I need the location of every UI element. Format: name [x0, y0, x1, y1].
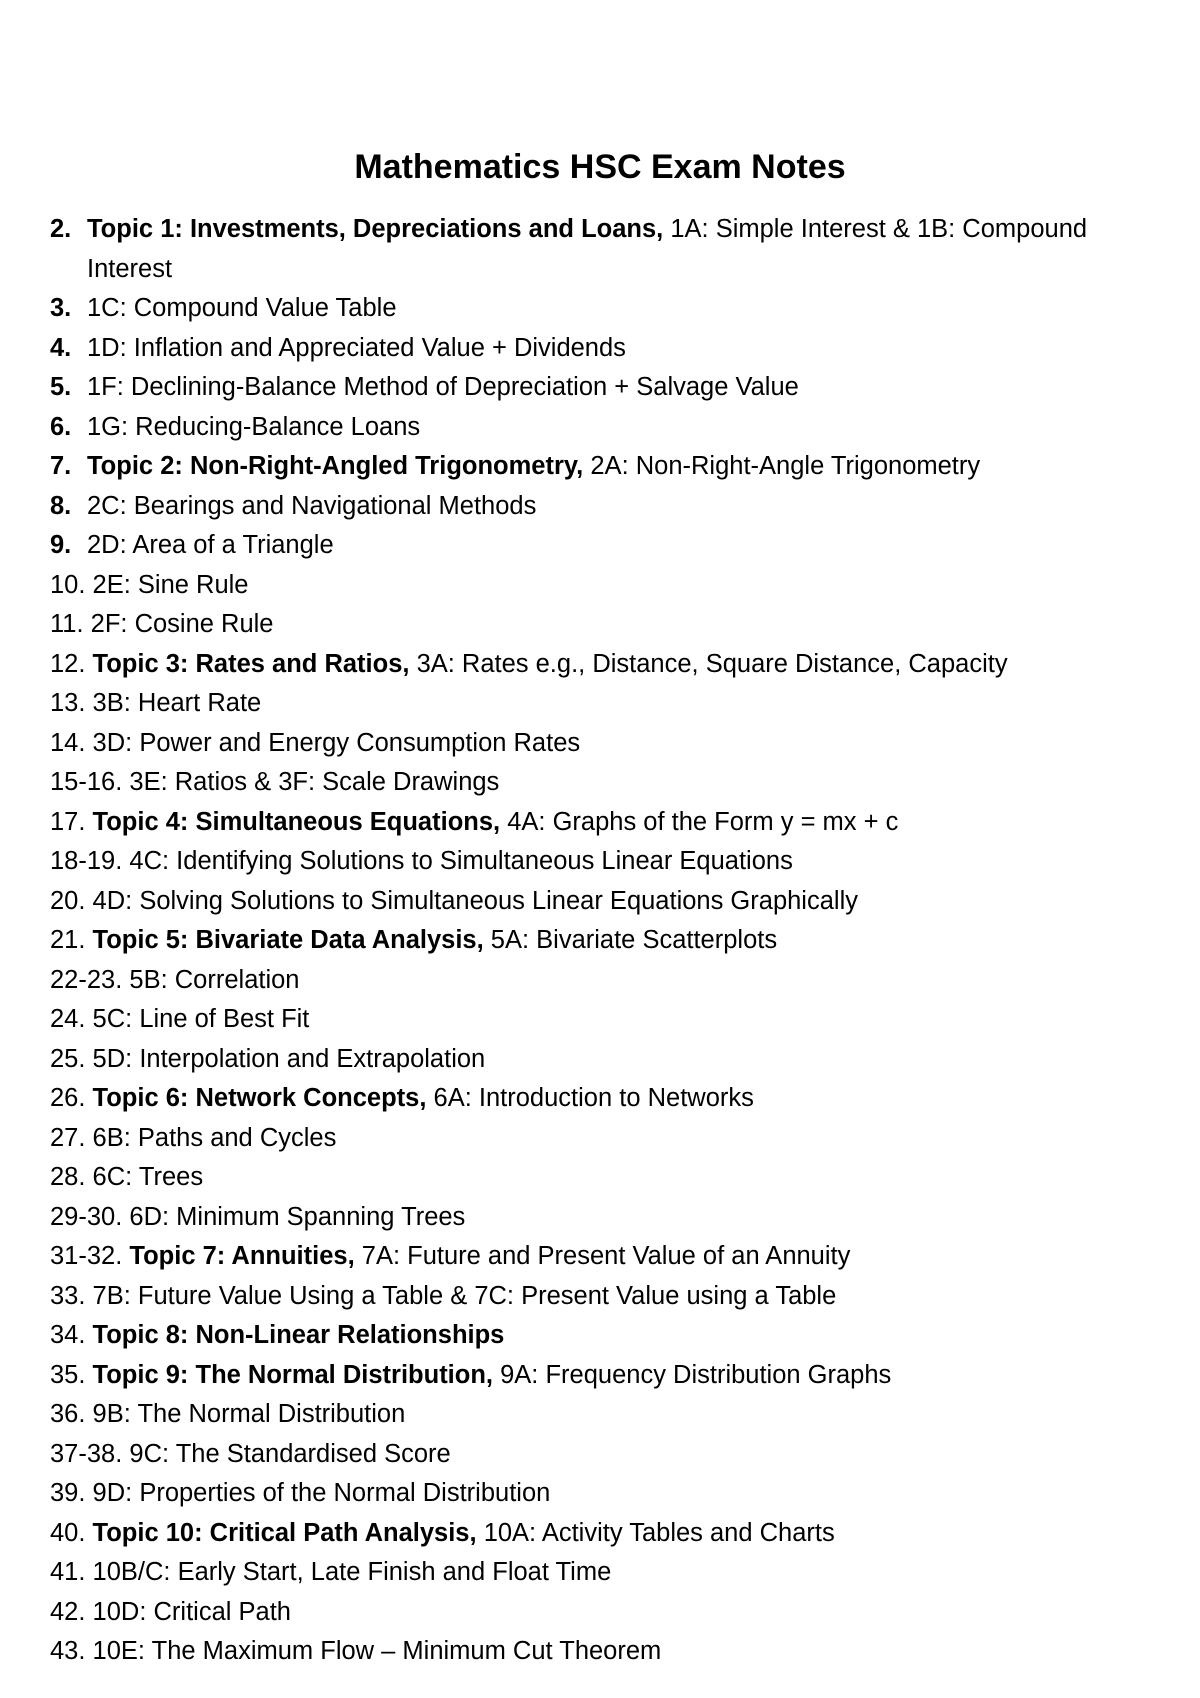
entry-subtopic: 6B: Paths and Cycles — [92, 1123, 337, 1152]
contents-entry — [50, 842, 1160, 882]
entry-subtopic: 4C: Identifying Solutions to Simultaneous Linear Equations — [129, 847, 793, 875]
entry-page-number: 27. — [50, 1123, 86, 1152]
entry-subtopic: 10E: The Maximum Flow – Minimum Cut Theorem — [92, 1637, 662, 1665]
contents-entry — [50, 368, 1160, 408]
entry-page-number: 6. — [50, 412, 72, 441]
contents-entry — [50, 724, 1160, 764]
contents-entry — [50, 1553, 1160, 1593]
entry-subtopic: 10D: Critical Path — [92, 1597, 291, 1626]
contents-entry — [50, 803, 1160, 843]
contents-entry — [50, 763, 1160, 803]
entry-page-number: 41. — [50, 1558, 86, 1586]
entry-page-number: 10. — [50, 570, 86, 599]
entry-subtopic: 1C: Compound Value Table — [87, 294, 397, 322]
entry-page-number: 9. — [50, 531, 72, 559]
entry-subtopic: 5D: Interpolation and Extrapolation — [92, 1044, 486, 1073]
entry-page-number: 3. — [50, 294, 72, 322]
contents-entry — [50, 882, 1160, 922]
page-title: Mathematics HSC Exam Notes — [354, 148, 846, 186]
entry-subtopic: 1D: Inflation and Appreciated Value + Dividends — [87, 333, 626, 362]
entry-topic-heading: Topic 2: Non-Right-Angled Trigonometry, — [87, 452, 584, 480]
contents-entry — [50, 1198, 1160, 1238]
entry-page-number: 26. — [50, 1084, 86, 1112]
entry-subtopic: 2A: Non-Right-Angle Trigonometry — [590, 452, 981, 480]
entry-page-number: 28. — [50, 1163, 86, 1191]
entry-page-number: 17. — [50, 807, 86, 836]
contents-entry — [50, 1514, 1160, 1554]
contents-entry — [50, 329, 1160, 369]
entry-page-number: 21. — [50, 926, 86, 954]
contents-entry — [50, 961, 1160, 1001]
entry-page-number: 4. — [50, 333, 72, 362]
entry-subtopic: 1G: Reducing-Balance Loans — [87, 412, 421, 441]
contents-entry — [50, 408, 1160, 448]
entry-subtopic: 2C: Bearings and Navigational Methods — [87, 491, 537, 520]
entry-subtopic: 4D: Solving Solutions to Simultaneous Linear Equations Graphically — [92, 886, 858, 915]
entry-page-number: 22-23. — [50, 965, 123, 994]
contents-entry — [50, 210, 1160, 289]
entry-subtopic: 10A: Activity Tables and Charts — [483, 1518, 835, 1547]
contents-entry — [50, 1158, 1160, 1198]
contents-entry — [50, 645, 1160, 685]
entry-page-number: 8. — [50, 491, 72, 520]
entry-page-number: 33. — [50, 1281, 86, 1310]
contents-entry — [50, 1040, 1160, 1080]
contents-entry — [50, 1119, 1160, 1159]
entry-page-number: 40. — [50, 1518, 86, 1547]
contents-list — [50, 210, 1160, 1672]
entry-page-number: 5. — [50, 373, 72, 401]
entry-page-number: 31-32. — [50, 1242, 123, 1270]
contents-entry — [50, 1435, 1160, 1475]
entry-subtopic: 5A: Bivariate Scatterplots — [490, 926, 778, 954]
entry-subtopic: 9B: The Normal Distribution — [92, 1400, 406, 1428]
contents-entry — [50, 566, 1160, 606]
contents-entry — [50, 1474, 1160, 1514]
entry-page-number: 43. — [50, 1637, 86, 1665]
entry-topic-heading: Topic 10: Critical Path Analysis, — [92, 1518, 477, 1547]
entry-page-number: 12. — [50, 649, 86, 678]
entry-topic-heading: Topic 1: Investments, Depreciations and Loans, — [87, 215, 664, 243]
entry-page-number: 14. — [50, 728, 86, 757]
entry-topic-heading: Topic 6: Network Concepts, — [92, 1084, 427, 1112]
entry-subtopic: 7A: Future and Present Value of an Annuity — [361, 1242, 851, 1270]
entry-page-number: 2. — [50, 215, 72, 243]
contents-entry — [50, 526, 1160, 566]
entry-page-number: 29-30. — [50, 1202, 123, 1231]
entry-subtopic: 4A: Graphs of the Form y = mx + c — [507, 807, 899, 836]
entry-topic-heading: Topic 4: Simultaneous Equations, — [92, 807, 501, 836]
entry-subtopic: 10B/C: Early Start, Late Finish and Float Time — [92, 1558, 612, 1586]
entry-subtopic: 1A: Simple Interest & 1B: Compound Interest — [87, 215, 1088, 283]
entry-page-number: 18-19. — [50, 847, 123, 875]
entry-subtopic: 1F: Declining-Balance Method of Depreciation + Salvage Value — [87, 373, 799, 401]
entry-topic-heading: Topic 3: Rates and Ratios, — [92, 649, 410, 678]
entry-page-number: 25. — [50, 1044, 86, 1073]
entry-page-number: 15-16. — [50, 768, 123, 796]
entry-subtopic: 9A: Frequency Distribution Graphs — [500, 1360, 892, 1389]
contents-entry — [50, 1395, 1160, 1435]
entry-topic-heading: Topic 7: Annuities, — [129, 1242, 355, 1270]
contents-entry — [50, 487, 1160, 527]
entry-page-number: 7. — [50, 452, 72, 480]
entry-subtopic: 3E: Ratios & 3F: Scale Drawings — [129, 768, 500, 796]
entry-page-number: 35. — [50, 1360, 86, 1389]
entry-subtopic: 5C: Line of Best Fit — [92, 1005, 310, 1033]
contents-entry — [50, 289, 1160, 329]
contents-entry — [50, 1316, 1160, 1356]
contents-entry — [50, 1237, 1160, 1277]
contents-entry — [50, 1277, 1160, 1317]
entry-page-number: 34. — [50, 1321, 86, 1349]
entry-subtopic: 5B: Correlation — [129, 965, 300, 994]
contents-entry — [50, 1593, 1160, 1633]
contents-entry — [50, 684, 1160, 724]
entry-page-number: 24. — [50, 1005, 86, 1033]
contents-entry — [50, 1632, 1160, 1672]
entry-subtopic: 2E: Sine Rule — [92, 570, 249, 599]
entry-topic-heading: Topic 8: Non-Linear Relationships — [92, 1321, 505, 1349]
entry-subtopic: 6D: Minimum Spanning Trees — [129, 1202, 466, 1231]
entry-subtopic: 7B: Future Value Using a Table & 7C: Present Value using a Table — [92, 1281, 837, 1310]
contents-entry — [50, 1356, 1160, 1396]
contents-entry — [50, 1000, 1160, 1040]
entry-subtopic: 3D: Power and Energy Consumption Rates — [92, 728, 581, 757]
contents-entry — [50, 447, 1160, 487]
entry-subtopic: 2F: Cosine Rule — [90, 610, 274, 638]
entry-page-number: 20. — [50, 886, 86, 915]
entry-page-number: 42. — [50, 1597, 86, 1626]
contents-entry — [50, 1079, 1160, 1119]
entry-subtopic: 9C: The Standardised Score — [129, 1439, 451, 1468]
entry-subtopic: 6C: Trees — [92, 1163, 204, 1191]
entry-subtopic: 6A: Introduction to Networks — [433, 1084, 754, 1112]
entry-page-number: 11. — [50, 610, 84, 638]
entry-topic-heading: Topic 5: Bivariate Data Analysis, — [92, 926, 484, 954]
contents-entry — [50, 605, 1160, 645]
contents-entry — [50, 921, 1160, 961]
entry-subtopic: 2D: Area of a Triangle — [87, 531, 334, 559]
entry-page-number: 36. — [50, 1400, 86, 1428]
entry-topic-heading: Topic 9: The Normal Distribution, — [92, 1360, 494, 1389]
entry-subtopic: 3B: Heart Rate — [92, 689, 262, 717]
entry-page-number: 37-38. — [50, 1439, 123, 1468]
entry-page-number: 39. — [50, 1479, 86, 1507]
entry-subtopic: 9D: Properties of the Normal Distribution — [92, 1479, 551, 1507]
entry-page-number: 13. — [50, 689, 86, 717]
entry-subtopic: 3A: Rates e.g., Distance, Square Distance, Capacity — [416, 649, 1008, 678]
